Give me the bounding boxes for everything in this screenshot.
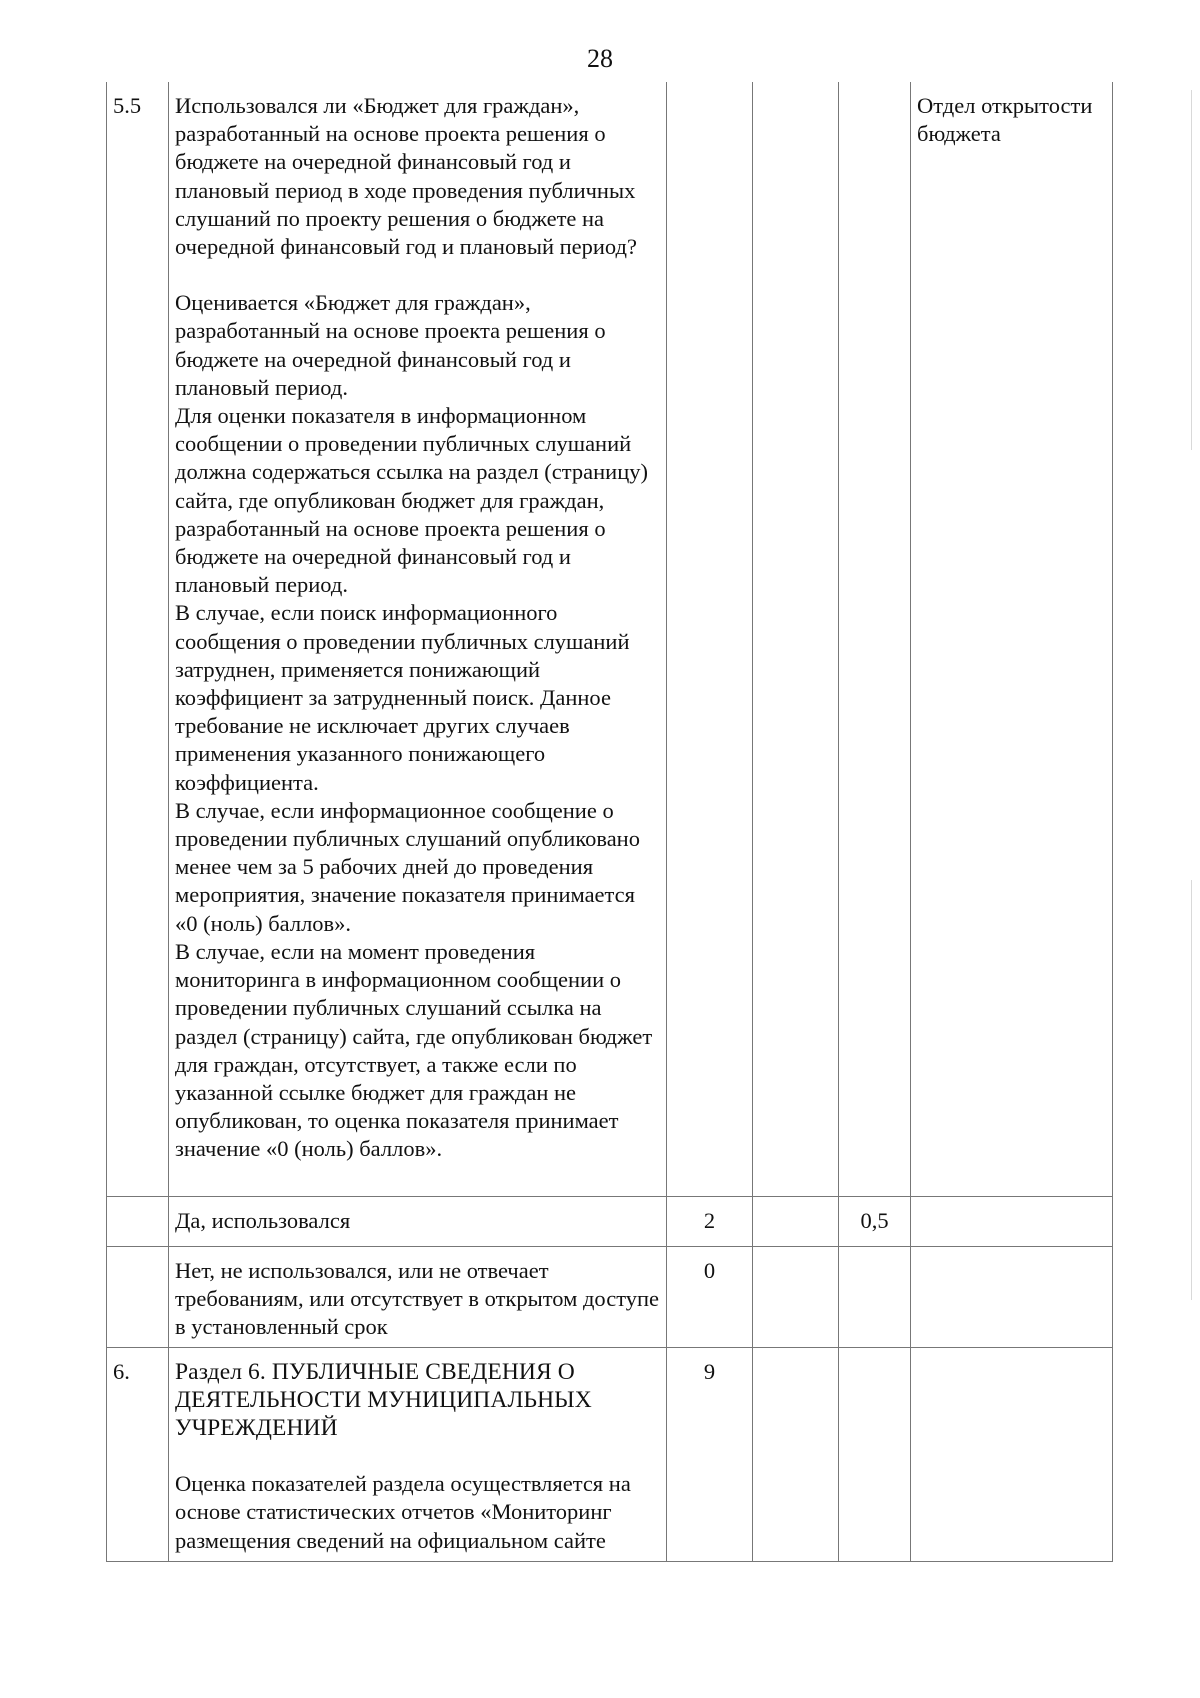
- criterion-description: [169, 82, 667, 1196]
- criterion-paragraph: В случае, если информационное сообщение о проведении публичных слушаний опубликовано менее чем за 5 рабочих дней до проведения мероприятия, значение показателя принимается «0 (ноль) баллов».: [175, 797, 640, 936]
- answer-text: Нет, не использовался, или не отвечает требованиям, или отсутствует в открытом доступе в установленный срок: [169, 1246, 667, 1348]
- empty-cell: [753, 1196, 839, 1246]
- criteria-table: [106, 82, 1113, 1562]
- score-cell: [667, 82, 753, 1196]
- coefficient-cell: [839, 82, 911, 1196]
- row-number: [107, 1196, 169, 1246]
- empty-cell: [911, 1196, 1113, 1246]
- score-value: 9: [667, 1348, 753, 1562]
- empty-cell: [911, 1246, 1113, 1348]
- responsible-department: Отдел открытости бюджета: [911, 82, 1113, 1196]
- section-text: Оценка показателей раздела осуществляется на основе статистических отчетов «Мониторинг размещения сведений на официальном сайте: [175, 1471, 631, 1553]
- coefficient-value: 0,5: [839, 1196, 911, 1246]
- empty-cell: [911, 1348, 1113, 1562]
- empty-cell: [839, 1246, 911, 1348]
- section-description: [169, 1348, 667, 1562]
- row-number: 6.: [107, 1348, 169, 1562]
- criterion-paragraph: Оценивается «Бюджет для граждан», разработанный на основе проекта решения о бюджете на очередной финансовый год и плановый период.: [175, 290, 606, 400]
- scan-artifact-line: [1191, 880, 1192, 1300]
- row-number: 5.5: [107, 82, 169, 1196]
- table-row-section-6: [107, 1348, 1113, 1562]
- table-row-answer-no: [107, 1246, 1113, 1348]
- criterion-question: Использовался ли «Бюджет для граждан», разработанный на основе проекта решения о бюджете на очередной финансовый год и плановый период в ходе проведения публичных слушаний по проекту решения о бюджете на очередной финансовый год и плановый период?: [175, 93, 637, 260]
- section-heading: Раздел 6. ПУБЛИЧНЫЕ СВЕДЕНИЯ О ДЕЯТЕЛЬНОСТИ МУНИЦИПАЛЬНЫХ УЧРЕЖДЕНИЙ: [175, 1359, 592, 1442]
- table-row-5-5: [107, 82, 1113, 1196]
- empty-cell: [753, 1246, 839, 1348]
- score-value: 2: [667, 1196, 753, 1246]
- criterion-paragraph: В случае, если поиск информационного сообщения о проведении публичных слушаний затруднен, применяется понижающий коэффициент за затрудненный поиск. Данное требование не исключает других случаев применения указанного понижающего коэффициента.: [175, 600, 630, 795]
- row-number: [107, 1246, 169, 1348]
- page-number: 28: [587, 44, 613, 73]
- score-value: 0: [667, 1246, 753, 1348]
- empty-cell: [753, 1348, 839, 1562]
- scan-artifact-line: [1191, 90, 1192, 450]
- answer-text: Да, использовался: [169, 1196, 667, 1246]
- criterion-paragraph: Для оценки показателя в информационном сообщении о проведении публичных слушаний должна содержаться ссылка на раздел (страницу) сайта, где опубликован бюджет для граждан, разработанный на основе проекта решения о бюджете на очередной финансовый год и плановый период.: [175, 403, 648, 598]
- criterion-paragraph: В случае, если на момент проведения мониторинга в информационном сообщении о проведении публичных слушаний ссылка на раздел (страницу) сайта, где опубликован бюджет для граждан, отсутствует, а также если по указанной ссылке бюджет для граждан не опубликован, то оценка показателя принимает значение «0 (ноль) баллов».: [175, 938, 653, 1162]
- table-row-answer-yes: [107, 1196, 1113, 1246]
- empty-cell: [839, 1348, 911, 1562]
- empty-cell: [753, 82, 839, 1196]
